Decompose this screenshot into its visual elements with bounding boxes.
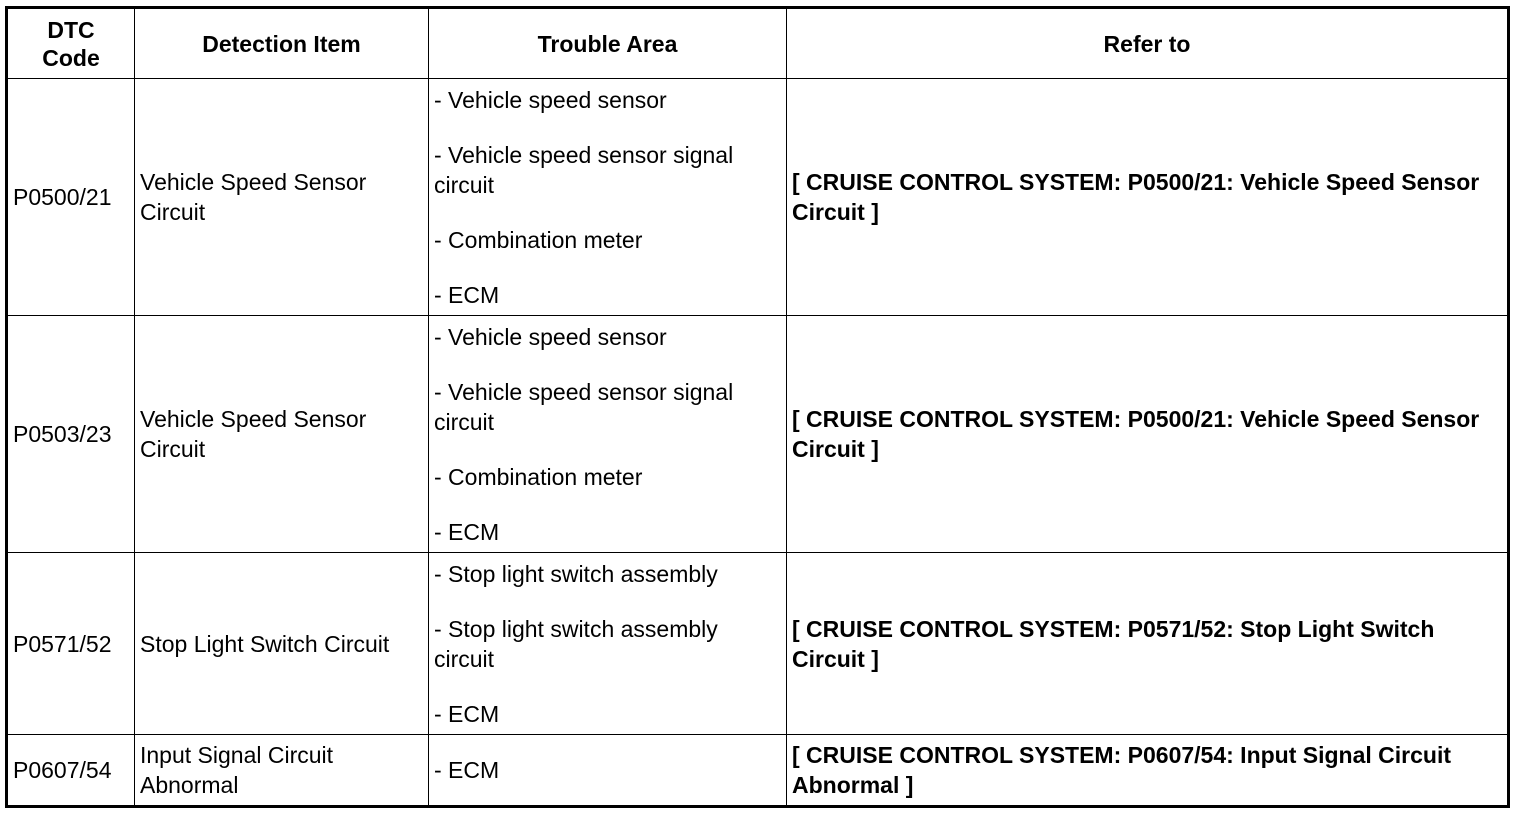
header-trouble-area: Trouble Area xyxy=(429,8,787,79)
table-row xyxy=(7,735,1509,807)
table-row xyxy=(7,316,1509,553)
header-dtc-code-line2: Code xyxy=(42,44,100,71)
refer-to-link[interactable]: [ CRUISE CONTROL SYSTEM: P0571/52: Stop Light Switch Circuit ] xyxy=(787,553,1509,735)
trouble-area-item: - Vehicle speed sensor signal circuit xyxy=(434,141,734,198)
dtc-table xyxy=(5,6,1510,808)
trouble-area-cell xyxy=(429,553,787,735)
refer-to-link[interactable]: [ CRUISE CONTROL SYSTEM: P0500/21: Vehicle Speed Sensor Circuit ] xyxy=(787,79,1509,316)
trouble-area-item: - Stop light switch assembly circuit xyxy=(434,615,718,672)
detection-item-cell: Vehicle Speed Sensor Circuit xyxy=(135,316,429,553)
detection-item-cell: Stop Light Switch Circuit xyxy=(135,553,429,735)
trouble-area-list xyxy=(434,755,781,785)
trouble-area-cell xyxy=(429,316,787,553)
trouble-area-list xyxy=(434,322,781,547)
trouble-area-item: - Vehicle speed sensor signal circuit xyxy=(434,378,734,435)
trouble-area-list xyxy=(434,559,781,729)
dtc-code-cell: P0607/54 xyxy=(7,735,135,807)
table-row xyxy=(7,553,1509,735)
trouble-area-item: - ECM xyxy=(434,518,500,545)
detection-item-cell: Input Signal Circuit Abnormal xyxy=(135,735,429,807)
trouble-area-item: - ECM xyxy=(434,757,500,783)
refer-to-link[interactable]: [ CRUISE CONTROL SYSTEM: P0500/21: Vehicle Speed Sensor Circuit ] xyxy=(787,316,1509,553)
trouble-area-item: - Combination meter xyxy=(434,463,643,490)
trouble-area-item: - ECM xyxy=(434,700,500,727)
header-detection-item: Detection Item xyxy=(135,8,429,79)
dtc-code-cell: P0503/23 xyxy=(7,316,135,553)
trouble-area-item: - ECM xyxy=(434,281,500,308)
table-header-row xyxy=(7,8,1509,79)
trouble-area-item: - Stop light switch assembly xyxy=(434,560,718,587)
table-row xyxy=(7,79,1509,316)
header-dtc-code xyxy=(7,8,135,79)
detection-item-cell: Vehicle Speed Sensor Circuit xyxy=(135,79,429,316)
refer-to-link[interactable]: [ CRUISE CONTROL SYSTEM: P0607/54: Input Signal Circuit Abnormal ] xyxy=(787,735,1509,807)
trouble-area-cell xyxy=(429,735,787,807)
header-refer-to: Refer to xyxy=(787,8,1509,79)
trouble-area-item: - Vehicle speed sensor xyxy=(434,86,667,113)
trouble-area-cell xyxy=(429,79,787,316)
trouble-area-item: - Vehicle speed sensor xyxy=(434,323,667,350)
header-dtc-code-line1: DTC xyxy=(47,16,95,43)
trouble-area-list xyxy=(434,85,781,310)
dtc-code-cell: P0500/21 xyxy=(7,79,135,316)
trouble-area-item: - Combination meter xyxy=(434,226,643,253)
dtc-code-cell: P0571/52 xyxy=(7,553,135,735)
